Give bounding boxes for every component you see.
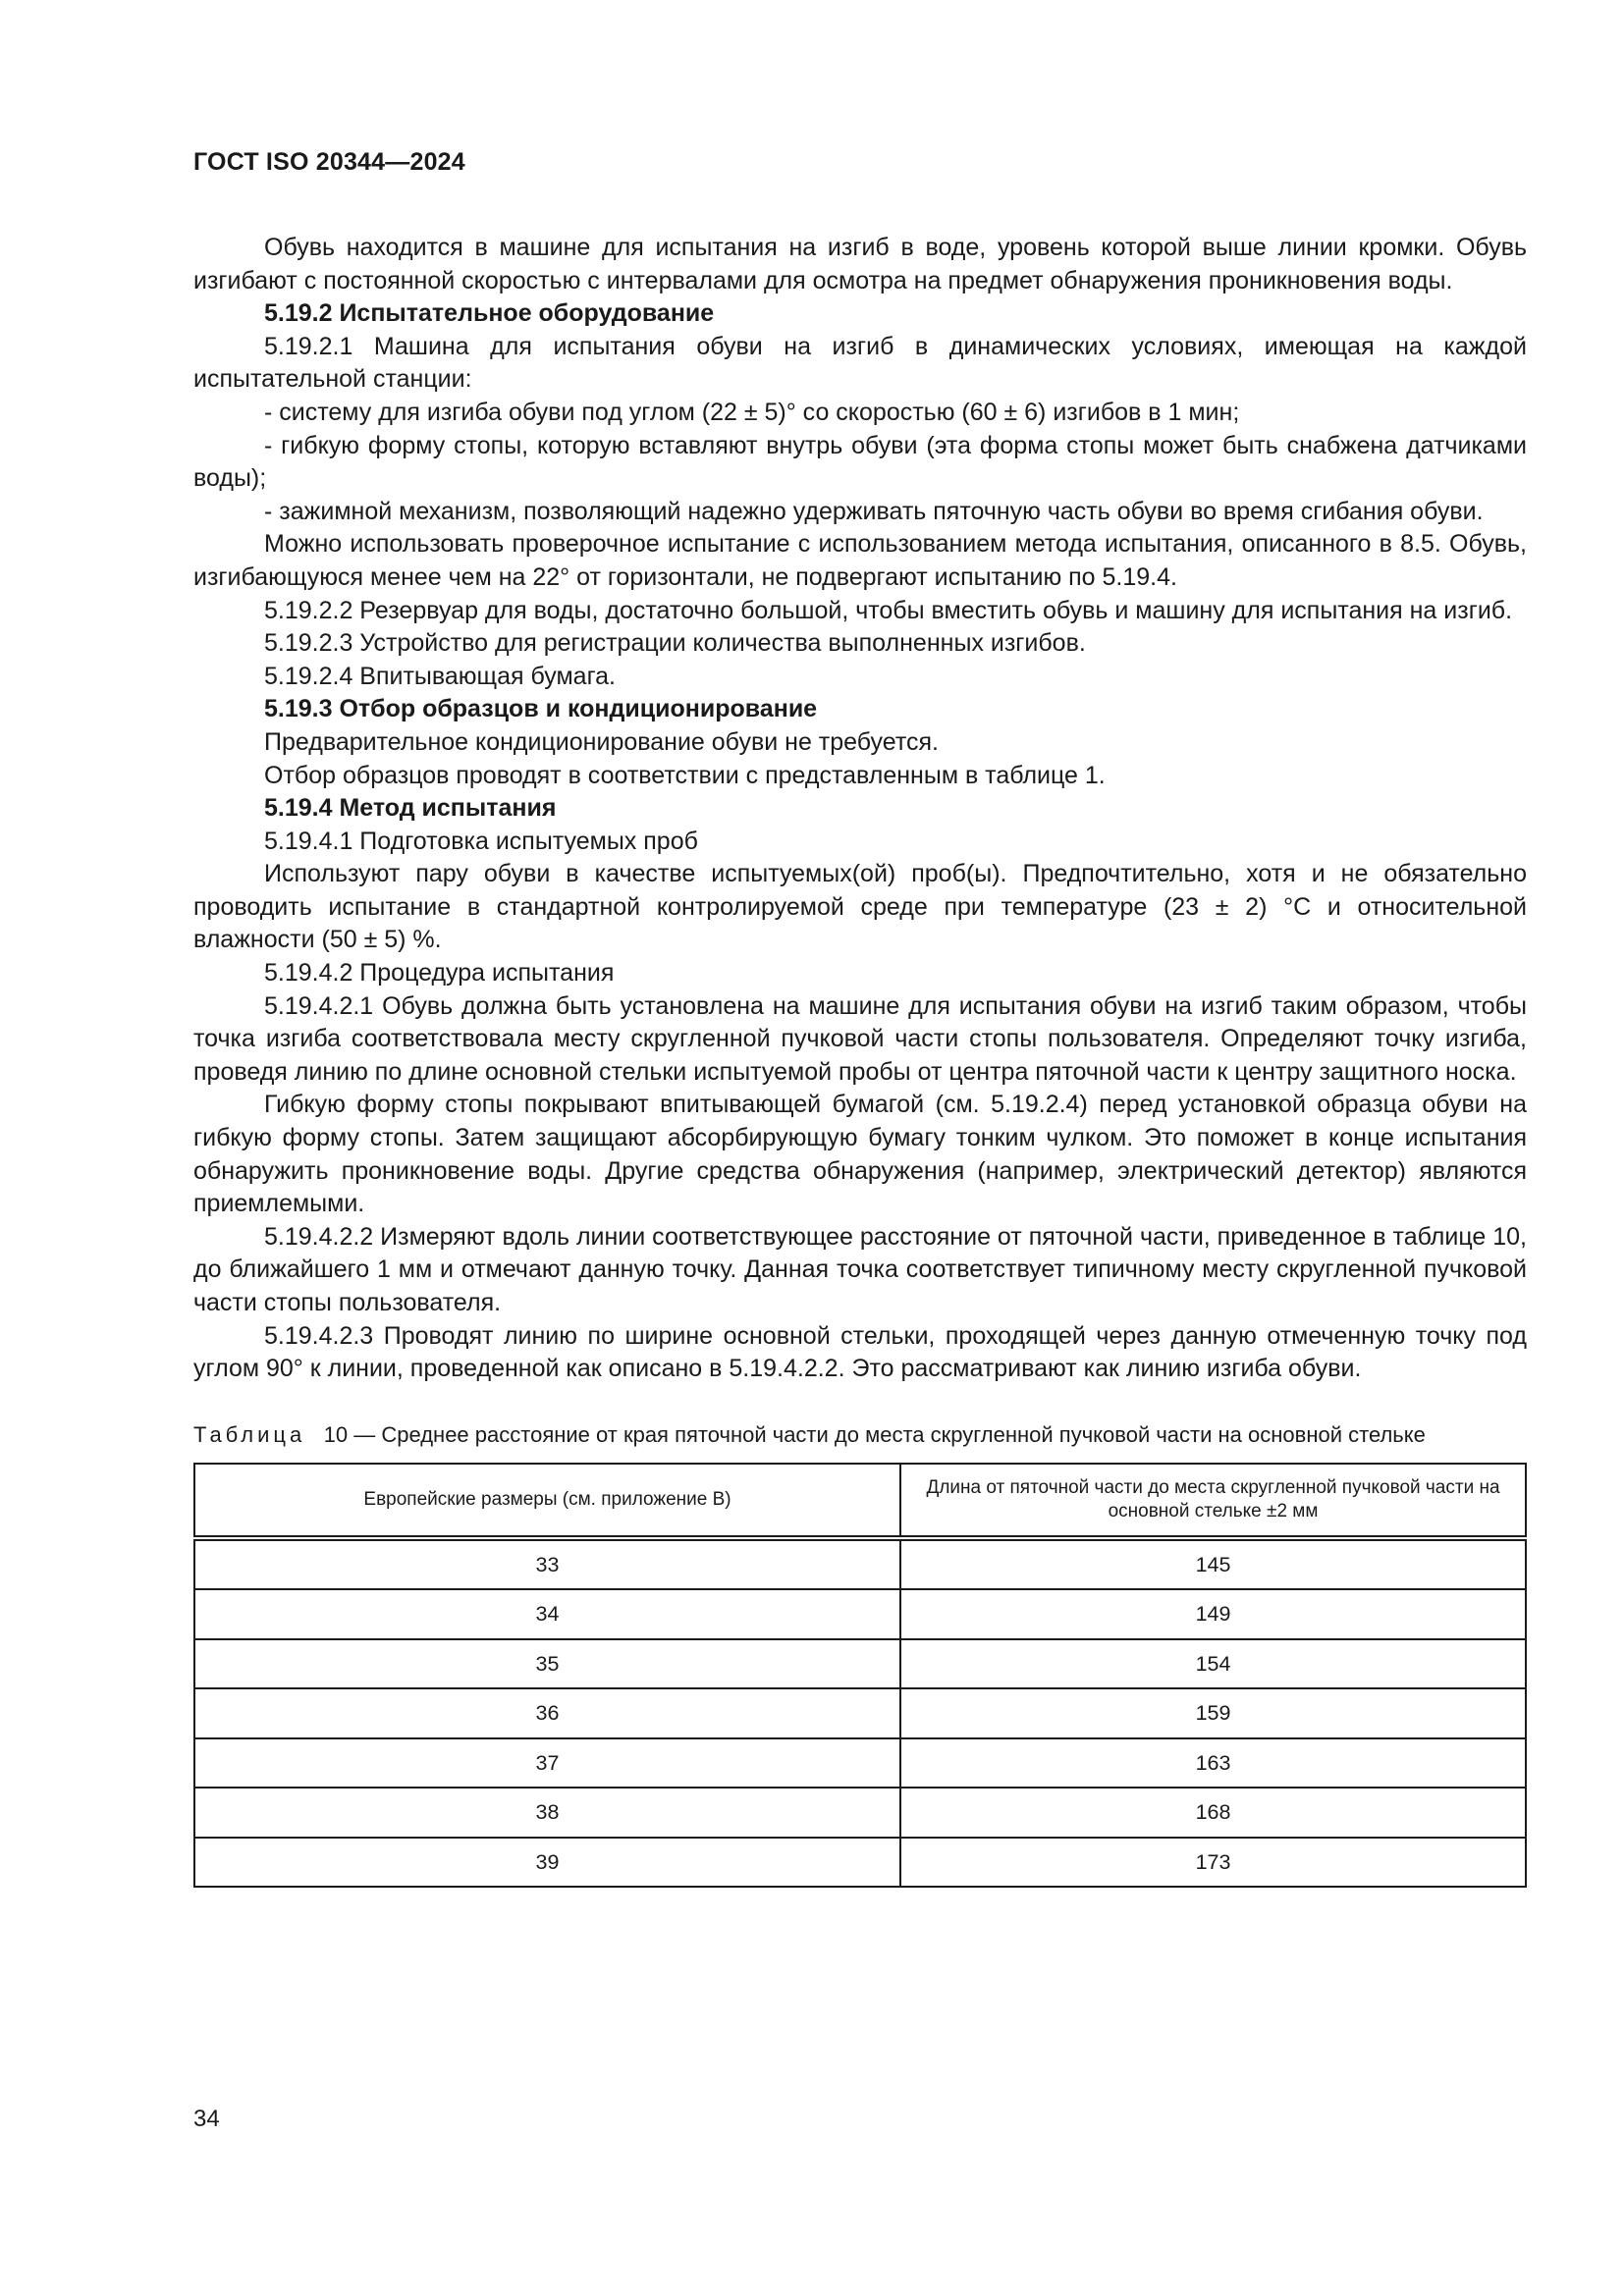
table-10 [193, 1463, 1527, 1889]
body-paragraph: 5.19.2.1 Машина для испытания обуви на изгиб в динамических условиях, имеющая на каждой испытательной станции: [193, 332, 1527, 394]
body-paragraph: Можно использовать проверочное испытание с использованием метода испытания, описанного в 8.5. Обувь, изгибающуюся менее чем на 22° от горизонтали, не подвергают испытанию по 5.19.4. [193, 530, 1527, 591]
table-row [194, 1838, 1526, 1888]
table-header-length: Длина от пяточной части до места скругленной пучковой части на основной стельке ±2 мм [900, 1464, 1526, 1538]
table-cell-size: 36 [194, 1688, 900, 1738]
section-heading: 5.19.4 Метод испытания [264, 794, 557, 823]
document-header: ГОСТ ISO 20344—2024 [193, 148, 465, 176]
page-number: 34 [193, 2106, 220, 2132]
table-row [194, 1639, 1526, 1689]
document-body [193, 232, 1527, 1386]
table-header-sizes: Европейские размеры (см. приложение В) [194, 1464, 900, 1538]
body-paragraph: Гибкую форму стопы покрывают впитывающей бумагой (см. 5.19.2.4) перед установкой образца обуви на гибкую форму стопы. Затем защищают абсорбирующую бумагу тонким чулком. Это поможет в конце испытания обнаружить проникновение воды. Другие средства обнаружения (например, электрический детектор) являются приемлемыми. [193, 1091, 1527, 1218]
table-header-row [194, 1464, 1526, 1538]
table-cell-size: 37 [194, 1738, 900, 1789]
body-paragraph: Отбор образцов проводят в соответствии с представленным в таблице 1. [264, 761, 1106, 789]
table-cell-size: 38 [194, 1788, 900, 1838]
table-cell-length: 145 [900, 1538, 1526, 1590]
table-row [194, 1738, 1526, 1789]
body-paragraph: 5.19.4.2 Процедура испытания [264, 959, 615, 988]
body-paragraph: 5.19.4.1 Подготовка испытуемых проб [264, 827, 698, 855]
table-caption [193, 1421, 1527, 1449]
body-paragraph: - систему для изгиба обуви под углом (22 ± 5)° со скоростью (60 ± 6) изгибов в 1 мин; [264, 398, 1240, 426]
table-cell-size: 33 [194, 1538, 900, 1590]
body-paragraph: Используют пару обуви в качестве испытуемых(ой) проб(ы). Предпочтительно, хотя и не обязательно проводить испытание в стандартной контролируемой среде при температуре (23 ± 2) °С и относительной влажности (50 ± 5) %. [193, 860, 1527, 954]
table-row [194, 1589, 1526, 1639]
body-paragraph: Обувь находится в машине для испытания на изгиб в воде, уровень которой выше линии кромки. Обувь изгибают с постоянной скоростью с интервалами для осмотра на предмет обнаружения проникновения воды. [193, 234, 1527, 294]
table-cell-size: 39 [194, 1838, 900, 1888]
table-cell-size: 35 [194, 1639, 900, 1689]
table-row [194, 1788, 1526, 1838]
table-cell-length: 159 [900, 1688, 1526, 1738]
table-cell-size: 34 [194, 1589, 900, 1639]
document-page [193, 147, 1527, 1888]
table-cell-length: 173 [900, 1838, 1526, 1888]
body-paragraph: 5.19.4.2.1 Обувь должна быть установлена на машине для испытания обуви на изгиб таким образом, чтобы точка изгиба соответствовала месту скругленной пучковой части стопы пользователя. Определяют точку изгиба, проведя линию по длине основной стельки испытуемой пробы от центра пяточной части к центру защитного носка. [193, 991, 1527, 1086]
table-cell-length: 149 [900, 1589, 1526, 1639]
body-paragraph: - зажимной механизм, позволяющий надежно удерживать пяточную часть обуви во время сгибания обуви. [264, 497, 1484, 525]
body-paragraph: - гибкую форму стопы, которую вставляют внутрь обуви (эта форма стопы может быть снабжена датчиками воды); [193, 431, 1527, 493]
section-heading: 5.19.2 Испытательное оборудование [264, 299, 715, 328]
body-paragraph: 5.19.4.2.3 Проводят линию по ширине основной стельки, проходящей через данную отмеченную точку под углом 90° к линии, проведенной как описано в 5.19.4.2.2. Это рассматривают как линию изгиба обуви. [193, 1321, 1527, 1383]
body-paragraph: 5.19.2.3 Устройство для регистрации количества выполненных изгибов. [264, 629, 1086, 658]
body-paragraph: Предварительное кондиционирование обуви не требуется. [264, 727, 939, 756]
table-row [194, 1538, 1526, 1590]
table-cell-length: 163 [900, 1738, 1526, 1789]
table-cell-length: 154 [900, 1639, 1526, 1689]
table-cell-length: 168 [900, 1788, 1526, 1838]
body-paragraph: 5.19.4.2.2 Измеряют вдоль линии соответствующее расстояние от пяточной части, приведенное в таблице 10, до ближайшего 1 мм и отмечают данную точку. Данная точка соответствует типичному месту скругленной пучковой части стопы пользователя. [193, 1222, 1527, 1316]
table-caption-label: Таблица [193, 1421, 306, 1447]
table-row [194, 1688, 1526, 1738]
body-paragraph: 5.19.2.2 Резервуар для воды, достаточно большой, чтобы вместить обувь и машину для испытания на изгиб. [264, 596, 1513, 624]
section-heading: 5.19.3 Отбор образцов и кондиционирование [264, 695, 818, 723]
table-body [194, 1538, 1526, 1888]
table-caption-text: 10 — Среднее расстояние от края пяточной части до места скругленной пучковой части на основной стельке [323, 1421, 1426, 1447]
body-paragraph: 5.19.2.4 Впитывающая бумага. [264, 662, 617, 690]
